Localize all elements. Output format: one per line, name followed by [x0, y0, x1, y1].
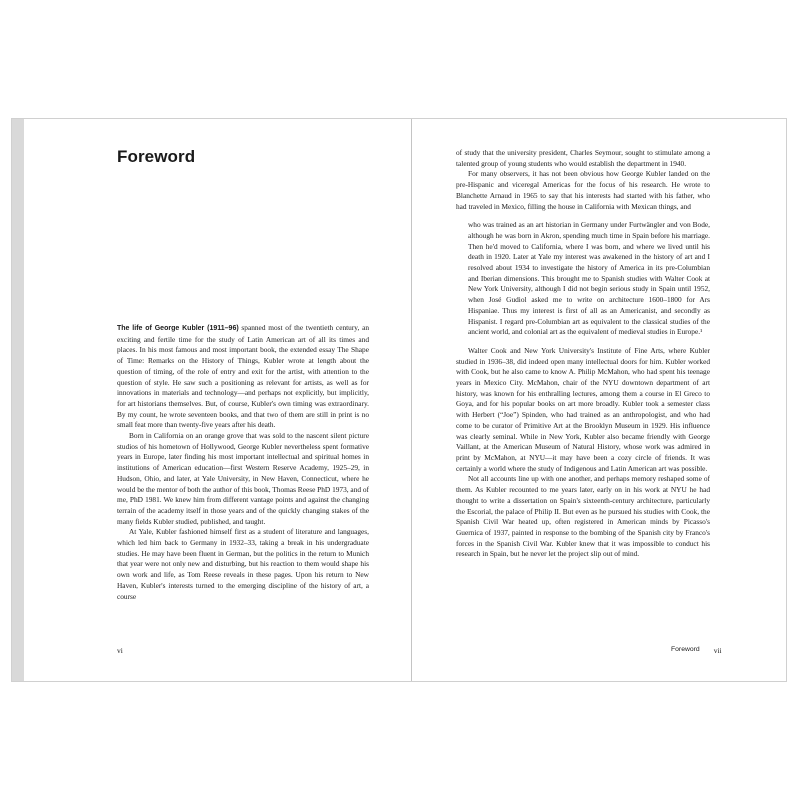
- paragraph: of study that the university president, Charles Seymour, sought to stimulate among a talented group of young students who would establish the department in 1940.: [456, 148, 710, 168]
- page-edge: [12, 119, 24, 681]
- paragraph: For many observers, it has not been obvious how George Kubler landed on the pre-Hispanic and viceregal Americas for the focus of his research. He wrote to Blanchette Arnaud in 1965 to say that his interests had started with his father, who had traveled in Mexico, filling the house in California with Mexican things, and: [456, 169, 710, 211]
- paragraph-text: spanned most of the twentieth century, an exciting and fertile time for the study of Latin American art of all its times and places. In his most famous and most important book, the extended essay The Shape of Time: Remarks on the History of Things, Kubler wrote at length about the question of timing, of the role of entry and exit for the artist, with attention to the question of style. He saw such a positioning as relevant for artists, as well as for innovations in materials and technology—and perhaps not explicitly, but implicitly, for art historians themselves. But, of course, Kubler's own timing was extraordinary. By my count, he wrote seventeen books, and that two of them are still in print is no small feat more than twenty-five years after his death.: [117, 323, 369, 430]
- footer: [671, 646, 722, 655]
- right-page: [412, 119, 786, 681]
- paragraph: Not all accounts line up with one another, and perhaps memory reshaped some of them. As Kubler recounted to me years later, early on in his work at NYU he had thought to write a dissertation on Spain's sixteenth-century architecture, particularly the Escorial, the palace of Philip II. But even as he pursued his studies with Cook, the Spanish Civil War heated up, often registered in American minds by Picasso's Guernica of 1937, painted in response to the bombing of the Spanish city by Franco's forces in the Spanish Civil War. Kubler knew that it was impossible to conduct his research in Spain, but he never let the project slip out of mind.: [456, 474, 710, 559]
- page-number: vi: [117, 646, 123, 655]
- page-number: vii: [713, 646, 722, 655]
- paragraph: [117, 323, 369, 431]
- right-body-text: [456, 148, 710, 560]
- left-body-text: [117, 323, 369, 602]
- paragraph: At Yale, Kubler fashioned himself first as a student of literature and languages, which led him back to Germany in 1932–33, taking a break in his undergraduate studies. He may have been fluent in German, but the politics in the return to Munich that year were not only new and disturbing, but his reaction to them would shape his own work and life, as Tom Reese reveals in these pages. Upon his return to New Haven, Kubler's interests turned to the emerging discipline of the history of art, a course: [117, 527, 369, 601]
- left-page: [24, 119, 412, 681]
- book-spread: [12, 119, 786, 681]
- paragraph: Walter Cook and New York University's Institute of Fine Arts, where Kubler studied in 1936–38, did indeed open many intellectual doors for him. Kubler worked with Cook, but he also came to know A. Philip McMahon, who had spent his teenage years in Mexico City. McMahon, chair of the NYU downtown department of art history, was known for his enthralling lectures, among them a course in El Greco to Goya, and for his popular books on art more broadly. Kubler took a semester class with Herbert (“Joe”) Spinden, who had trained as an anthropologist, and who had come to be curator of Primitive Art at the Brooklyn Museum in 1929. His influence was clearly seminal. While in New York, Kubler also became friendly with George Vaillant, at the American Museum of Natural History, whose work was admired in print by McMahon, at NYU—it may have been a cozy circle of friends. It was certainly a world where the study of Indigenous and Latin American art was possible.: [456, 345, 710, 473]
- paragraph: Born in California on an orange grove that was sold to the nascent silent picture studios of his hometown of Hollywood, George Kubler nevertheless spent formative years in Europe, later finding his most important intellectual and spiritual homes in institutions of American education—first Western Reserve Academy, 1925–29, in Hudson, Ohio, and later, at Yale University, in New Haven, Connecticut, where he would be the mentor of both the author of this book, Thomas Reese PhD 1973, and of me, PhD 1981. We knew him from different vantage points and against the changing terrain of the academy itself in those years and of the quickly changing stakes of the many fields Kubler studied, published, and taught.: [117, 431, 369, 526]
- lead-in: The life of George Kubler (1911–96): [117, 325, 239, 332]
- block-quote: who was trained as an art historian in Germany under Furtwängler and von Bode, although he was born in Akron, spending much time in Spain before his marriage. Then he'd moved to California, where I was born, and where we lived until his death in 1920. Later at Yale my interest was awakened in the history of art and I resolved about 1934 to investigate the history of America in its pre-Columbian and Iberian dimensions. This brought me to Spanish studies with Walter Cook at New York University, although I did not begin serious study in Spain until 1952, when José Gudiol asked me to write on architecture 1600–1800 for Ars Hispaniae. Thus my interest is first of all as an Americanist, and secondly as Hispanist. I regard pre-Columbian art as equivalent to the classical studies of the ancient world, and colonial art as the equivalent of medieval studies in Europe.¹: [468, 220, 710, 337]
- page-title: Foreword: [117, 147, 196, 166]
- running-head: Foreword: [671, 646, 700, 653]
